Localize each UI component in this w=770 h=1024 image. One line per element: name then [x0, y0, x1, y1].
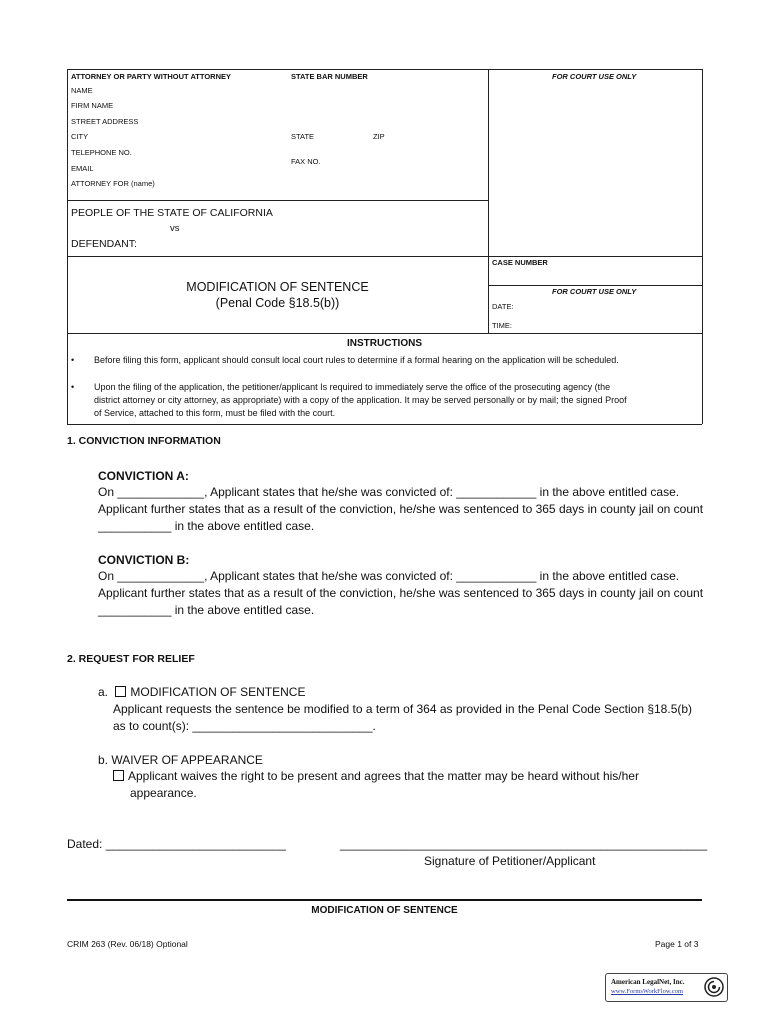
caption-bottom-rule [67, 256, 702, 257]
footer-rule [67, 899, 702, 901]
firm-name-label: FIRM NAME [71, 101, 114, 110]
form-title: MODIFICATION OF SENTENCE [186, 280, 369, 294]
vendor-badge [605, 973, 728, 1002]
conviction-b-line2: Applicant further states that as a result of the conviction, he/she was sentenced to 365 days in county jail on count [98, 586, 704, 600]
name-label: NAME [71, 86, 93, 95]
section1-heading: 1. CONVICTION INFORMATION [67, 435, 221, 447]
time-label: TIME: [492, 321, 512, 330]
dated-field[interactable]: Dated: ___________________________ [67, 837, 286, 851]
header-right-rule [702, 69, 703, 424]
defendant-label: DEFENDANT: [71, 238, 137, 250]
attorney-for-label: ATTORNEY FOR (name) [71, 179, 155, 188]
conviction-a-line2: Applicant further states that as a result of the conviction, he/she was sentenced to 365 days in county jail on count [98, 502, 704, 516]
footer-title: MODIFICATION OF SENTENCE [311, 905, 458, 916]
relief-b-line1: Applicant waives the right to be present and agrees that the matter may be heard without his/her [128, 769, 639, 783]
title-bottom-rule [67, 333, 702, 334]
zip-label: ZIP [373, 132, 385, 141]
court-use-divider [488, 69, 489, 333]
bullet-2: • [71, 382, 75, 392]
date-label: DATE: [492, 302, 514, 311]
instruction-2-line1: Upon the filing of the application, the petitioner/applicant Is required to immediately serve the office of the prosecuting agency (the [94, 382, 611, 392]
form-id: CRIM 263 (Rev. 06/18) Optional [67, 939, 188, 949]
case-number-label: CASE NUMBER [492, 258, 548, 267]
conviction-a-heading: CONVICTION A: [98, 469, 189, 483]
relief-b-row [113, 769, 639, 783]
section2-heading: 2. REQUEST FOR RELIEF [67, 653, 195, 665]
relief-b-line2: appearance. [130, 786, 197, 800]
conviction-b-heading: CONVICTION B: [98, 553, 190, 567]
instructions-bottom-rule [67, 424, 702, 425]
relief-a-line1: Applicant requests the sentence be modified to a term of 364 as provided in the Penal Code Section §18.5(b) [113, 702, 693, 716]
street-address-label: STREET ADDRESS [71, 117, 139, 126]
telephone-label: TELEPHONE NO. [71, 148, 132, 157]
state-bar-label: STATE BAR NUMBER [291, 72, 368, 81]
header-top-rule [67, 69, 702, 70]
court-use-label: FOR COURT USE ONLY [552, 72, 637, 81]
court-use-label-2: FOR COURT USE ONLY [552, 287, 637, 296]
bullet-1: • [71, 355, 75, 365]
instruction-2-line2: district attorney or city attorney, as appropriate) with a copy of the application. It may be served personally or by mail; the signed Proof [94, 395, 627, 405]
vendor-name: American LegalNet, Inc. [611, 978, 685, 986]
conviction-b-line1: On _____________, Applicant states that he/she was convicted of: ____________ in the above entitled case. [98, 569, 680, 583]
relief-a-row [98, 685, 305, 699]
waiver-checkbox[interactable] [113, 770, 124, 781]
email-label: EMAIL [71, 164, 94, 173]
instruction-2-line3: of Service, attached to this form, must be filed with the court. [94, 408, 336, 418]
attorney-section-bottom-rule [67, 200, 488, 201]
relief-a-label: MODIFICATION OF SENTENCE [130, 685, 306, 699]
signature-line[interactable]: _______________________________________________________ [340, 837, 708, 851]
people-label: PEOPLE OF THE STATE OF CALIFORNIA [71, 207, 273, 219]
instruction-1: Before filing this form, applicant should consult local court rules to determine if a formal hearing on the application will be scheduled. [94, 355, 619, 365]
relief-b-label: b. WAIVER OF APPEARANCE [98, 753, 263, 767]
form-subtitle: (Penal Code §18.5(b)) [215, 296, 340, 310]
signature-label: Signature of Petitioner/Applicant [424, 854, 596, 868]
relief-a-line2: as to count(s): ___________________________. [113, 719, 376, 733]
conviction-a-line1: On _____________, Applicant states that he/she was convicted of: ____________ in the above entitled case. [98, 485, 680, 499]
modification-checkbox[interactable] [115, 686, 126, 697]
instructions-heading: INSTRUCTIONS [347, 338, 422, 349]
attorney-label: ATTORNEY OR PARTY WITHOUT ATTORNEY [71, 72, 232, 81]
case-number-bottom-rule [488, 285, 702, 286]
fax-label: FAX NO. [291, 157, 321, 166]
conviction-b-line3: ___________ in the above entitled case. [98, 603, 315, 617]
relief-a-prefix: a. [98, 685, 109, 699]
vs-label: vs [170, 223, 180, 234]
vendor-logo-icon [704, 977, 724, 997]
page-number: Page 1 of 3 [655, 939, 699, 949]
vendor-url[interactable]: www.FormsWorkFlow.com [611, 988, 683, 995]
state-label: STATE [291, 132, 315, 141]
header-left-rule [67, 69, 68, 424]
conviction-a-line3: ___________ in the above entitled case. [98, 519, 315, 533]
city-label: CITY [71, 132, 89, 141]
